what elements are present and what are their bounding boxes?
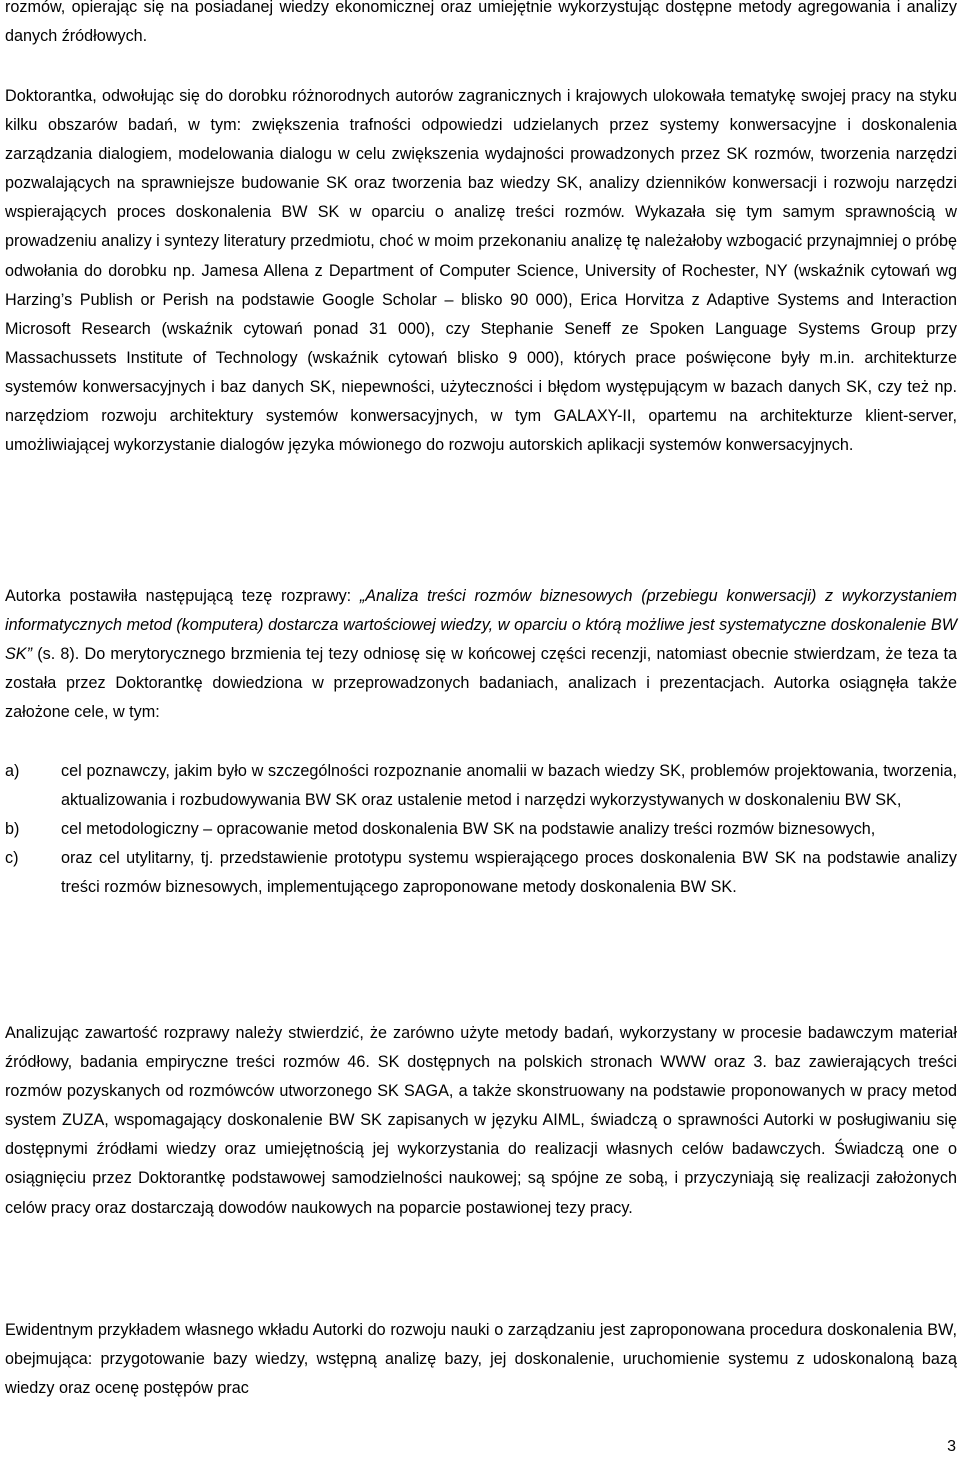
paragraph-methods-assessment: Analizując zawartość rozprawy należy stwierdzić, że zarówno użyte metody badań, wykorzystany w procesie badawczym materiał źródłowy, badania empiryczne treści rozmów 46. SK dostępnych na polskich stronach WWW oraz 3. baz zawierających treści rozmów pozyskanych od rozmówców utworzonego SK SAGA, a także skonstruowany na podstawie proponowanych w pracy metod system ZUZA, wspomagający doskonalenie BW SK zapisanych w języku AIML, świadczą o sprawności Autorki w posługiwaniu się dostępnymi źródłami wiedzy oraz umiejętnością jej wykorzystania do realizacji własnych celów badawczych. Świadczą one o osiągnięciu przez Doktorantkę podstawowej samodzielności naukowej; są spójne ze sobą, i przyczyniają się realizacji założonych celów pracy oraz dostarczają dowodów naukowych na poparcie postawionej tezy pracy. [5, 1024, 957, 1217]
page-number: 3 [947, 1438, 956, 1455]
list-marker: c) [5, 849, 19, 868]
thesis-rest: (s. 8). Do merytorycznego brzmienia tej tezy odniosę się w końcowej części recenzji, natomiast obecnie stwierdzam, że teza ta została przez Doktorantkę dowiedziona w przeprowadzonych badaniach, analizach i prezentacjach. Autorka osiągnęła także założone cele, w tym: [5, 645, 957, 722]
list-item [5, 815, 957, 844]
list-item-text: cel metodologiczny – opracowanie metod doskonalenia BW SK na podstawie analizy treści rozmów biznesowych, [61, 820, 876, 839]
thesis-statement: „Analiza treści rozmów biznesowych (przebiegu konwersacji) z wykorzystaniem informatycznych metod (komputera) dostarcza wartościowej wiedzy, w oparciu o którą możliwe jest systematyczne doskonalenie BW SK” [5, 587, 957, 664]
paragraph-literature-review: Doktorantka, odwołując się do dorobku różnorodnych autorów zagranicznych i krajowych ulokowała tematykę swojej pracy na styku kilku obszarów badań, w tym: zwiększenia trafności odpowiedzi udzielanych przez systemy konwersacyjne i doskonalenia zarządzania dialogiem, modelowania dialogu w celu zwiększenia wydajności prowadzonych przez SK rozmów, tworzenia narzędzi pozwalających na sprawniejsze budowanie SK oraz tworzenia baz wiedzy SK, analizy dzienników konwersacji i rozwoju narzędzi wspierających proces doskonalenia BW SK w oparciu o analizę treści rozmów. Wykazała się tym samym sprawnością w prowadzeniu analizy i syntezy literatury przedmiotu, choć w moim przekonaniu analizę tę należałoby wzbogacić przynajmniej o próbę odwołania do dorobku np. Jamesa Allena z Department of Computer Science, University of Rochester, NY (wskaźnik cytowań wg Harzing’s Publish or Perish na podstawie Google Scholar – blisko 90 000), Erica Horvitza z Adaptive Systems and Interaction Microsoft Research (wskaźnik cytowań ponad 31 000), czy Stephanie Seneff ze Spoken Language Systems Group przy Massachussets Institute of Technology (wskaźnik cytowań blisko 9 000), których prace poświęcone były m.in. architekturze systemów konwersacyjnych i baz danych SK, niepewności, użyteczności i błędom występującym w bazach danych SK, czy też np. narzędziom rozwoju architektury systemów konwersacyjnych, w tym GALAXY-II, opartemu na architekturze klient-server, umożliwiającej wykorzystanie dialogów języka mówionego do rozwoju autorskich aplikacji systemów konwersacyjnych. [5, 87, 957, 455]
list-item [5, 844, 957, 902]
list-marker: a) [5, 762, 20, 780]
thesis-lead: Autorka postawiła następującą tezę rozprawy: [5, 587, 360, 605]
list-marker: b) [5, 820, 20, 839]
paragraph-thesis [5, 582, 957, 727]
list-item-text: cel poznawczy, jakim było w szczególności rozpoznanie anomalii w bazach wiedzy SK, problemów projektowania, tworzenia, aktualizowania i rozbudowywania BW SK oraz ustalenie metod i narzędzi wykorzystywanych w doskonaleniu BW SK, [61, 762, 957, 810]
goals-list [5, 757, 957, 902]
list-item [5, 757, 957, 815]
paragraph-intro-continuation: rozmów, opierając się na posiadanej wiedzy ekonomicznej oraz umiejętnie wykorzystując dostępne metody agregowania i analizy danych źródłowych. [5, 0, 957, 46]
paragraph-own-contribution: Ewidentnym przykładem własnego wkładu Autorki do rozwoju nauki o zarządzaniu jest zaproponowana procedura doskonalenia BW, obejmująca: przygotowanie bazy wiedzy, wstępną analizę bazy, jej doskonalenie, uruchomienie systemu z udoskonaloną bazą wiedzy oraz ocenę postępów prac [5, 1321, 957, 1398]
list-item-text: oraz cel utylitarny, tj. przedstawienie prototypu systemu wspierającego proces doskonalenia BW SK na podstawie analizy treści rozmów biznesowych, implementującego zaproponowane metody doskonalenia BW SK. [61, 849, 957, 897]
